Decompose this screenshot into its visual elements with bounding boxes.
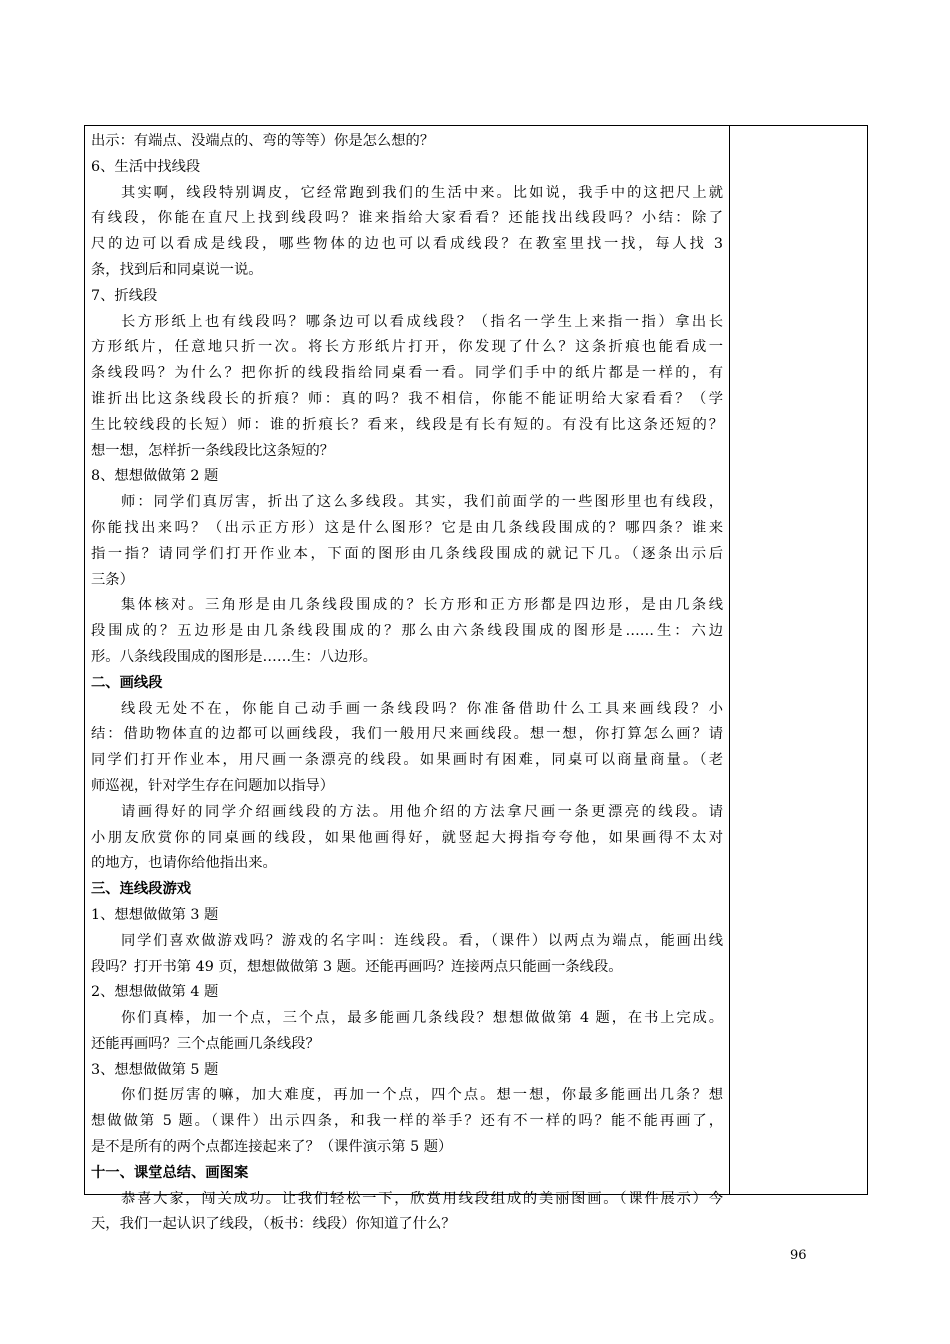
text-line: 小朋友欣赏你的同桌画的线段，如果他画得好，就竖起大拇指夸夸他，如果画得不太对 <box>91 829 723 846</box>
section-heading: 二、画线段 <box>91 674 163 691</box>
text-line: 2、想想做做第 4 题 <box>91 984 219 1001</box>
lesson-plan-table <box>84 125 868 1233</box>
text-line: 段吗？打开书第 49 页，想想做做第 3 题。还能再画吗？连接两点只能画一条线段。 <box>91 958 623 975</box>
text-line: 段围成的？五边形是由几条线段围成的？那么由六条线段围成的图形是……生：六边 <box>91 623 723 640</box>
text-line: 条线段吗？为什么？把你折的线段指给同桌看一看。同学们手中的纸片都是一样的，有 <box>91 365 723 382</box>
text-line: 8、想想做做第 2 题 <box>91 468 219 485</box>
text-line: 长方形纸上也有线段吗？哪条边可以看成线段？（指名一学生上来指一指）拿出长 <box>121 313 723 330</box>
text-line: 师巡视，针对学生存在问题加以指导） <box>91 777 335 794</box>
text-line: 条，找到后和同桌说一说。 <box>91 261 263 278</box>
text-line: 7、折线段 <box>91 287 158 304</box>
text-line: 你们真棒，加一个点，三个点，最多能画几条线段？想想做做第 4 题，在书上完成。 <box>121 1010 723 1027</box>
text-line: 6、生活中找线段 <box>91 158 201 175</box>
text-line: 谁折出比这条线段长的折痕？师：真的吗？我不相信，你能不能证明给大家看看？（学 <box>91 390 723 407</box>
text-line: 的地方，也请你给他指出来。 <box>91 855 277 872</box>
text-line: 请画得好的同学介绍画线段的方法。用他介绍的方法拿尺画一条更漂亮的线段。请 <box>121 803 723 820</box>
text-line: 恭喜大家，闯关成功。让我们轻松一下，欣赏用线段组成的美丽图画。（课件展示）今 <box>121 1190 723 1207</box>
text-line: 1、想想做做第 3 题 <box>91 906 219 923</box>
text-line: 同学们喜欢做游戏吗？游戏的名字叫：连线段。看，（课件）以两点为端点，能画出线 <box>121 932 723 949</box>
lesson-content-cell <box>85 126 730 1233</box>
text-line: 3、想想做做第 5 题 <box>91 1061 219 1078</box>
text-line: 想一想，怎样折一条线段比这条短的？ <box>91 442 335 459</box>
text-line: 师：同学们真厉害，折出了这么多线段。其实，我们前面学的一些图形里也有线段， <box>121 494 723 511</box>
text-line: 你们挺厉害的嘛，加大难度，再加一个点，四个点。想一想，你最多能画出几条？想 <box>121 1087 723 1104</box>
text-line: 出示：有端点、没端点的、弯的等等）你是怎么想的？ <box>91 133 435 149</box>
text-line: 结：借助物体直的边都可以画线段，我们一般用尺来画线段。想一想，你打算怎么画？请 <box>91 726 723 743</box>
text-line: 还能再画吗？三个点能画几条线段？ <box>91 1035 320 1052</box>
section-heading: 三、连线段游戏 <box>91 881 192 898</box>
text-line: 生比较线段的长短）师：谁的折痕长？看来，线段是有长有短的。有没有比这条还短的？ <box>91 416 723 433</box>
text-line: 有线段，你能在直尺上找到线段吗？谁来指给大家看看？还能找出线段吗？小结：除了 <box>91 210 723 227</box>
text-line: 尺的边可以看成是线段，哪些物体的边也可以看成线段？在教室里找一找，每人找 3 <box>91 236 723 253</box>
text-line: 形。八条线段围成的图形是……生：八边形。 <box>91 648 377 665</box>
text-line: 你能找出来吗？（出示正方形）这是什么图形？它是由几条线段围成的？哪四条？谁来 <box>91 519 723 536</box>
text-line: 是不是所有的两个点都连接起来了？（课件演示第 5 题） <box>91 1139 453 1156</box>
page-number: 96 <box>790 1248 807 1263</box>
notes-cell <box>730 126 867 1194</box>
text-line: 同学们打开作业本，用尺画一条漂亮的线段。如果画时有困难，同桌可以商量商量。（老 <box>91 752 723 769</box>
text-line: 集体核对。三角形是由几条线段围成的？长方形和正方形都是四边形，是由几条线 <box>121 597 723 614</box>
section-heading: 十一、课堂总结、画图案 <box>91 1164 249 1181</box>
text-line: 指一指？请同学们打开作业本，下面的图形由几条线段围成的就记下几。（逐条出示后 <box>91 545 723 562</box>
text-line: 方形纸片，任意地只折一次。将长方形纸片打开，你发现了什么？这条折痕也能看成一 <box>91 339 723 356</box>
text-line: 其实啊，线段特别调皮，它经常跑到我们的生活中来。比如说，我手中的这把尺上就 <box>121 184 723 201</box>
text-line: 天，我们一起认识了线段，（板书：线段）你知道了什么？ <box>91 1216 456 1233</box>
text-line: 线段无处不在，你能自己动手画一条线段吗？你准备借助什么工具来画线段？小 <box>121 700 723 717</box>
text-line: 三条） <box>91 571 134 588</box>
text-line: 想做做第 5 题。（课件）出示四条，和我一样的举手？还有不一样的吗？能不能再画了， <box>91 1113 723 1130</box>
